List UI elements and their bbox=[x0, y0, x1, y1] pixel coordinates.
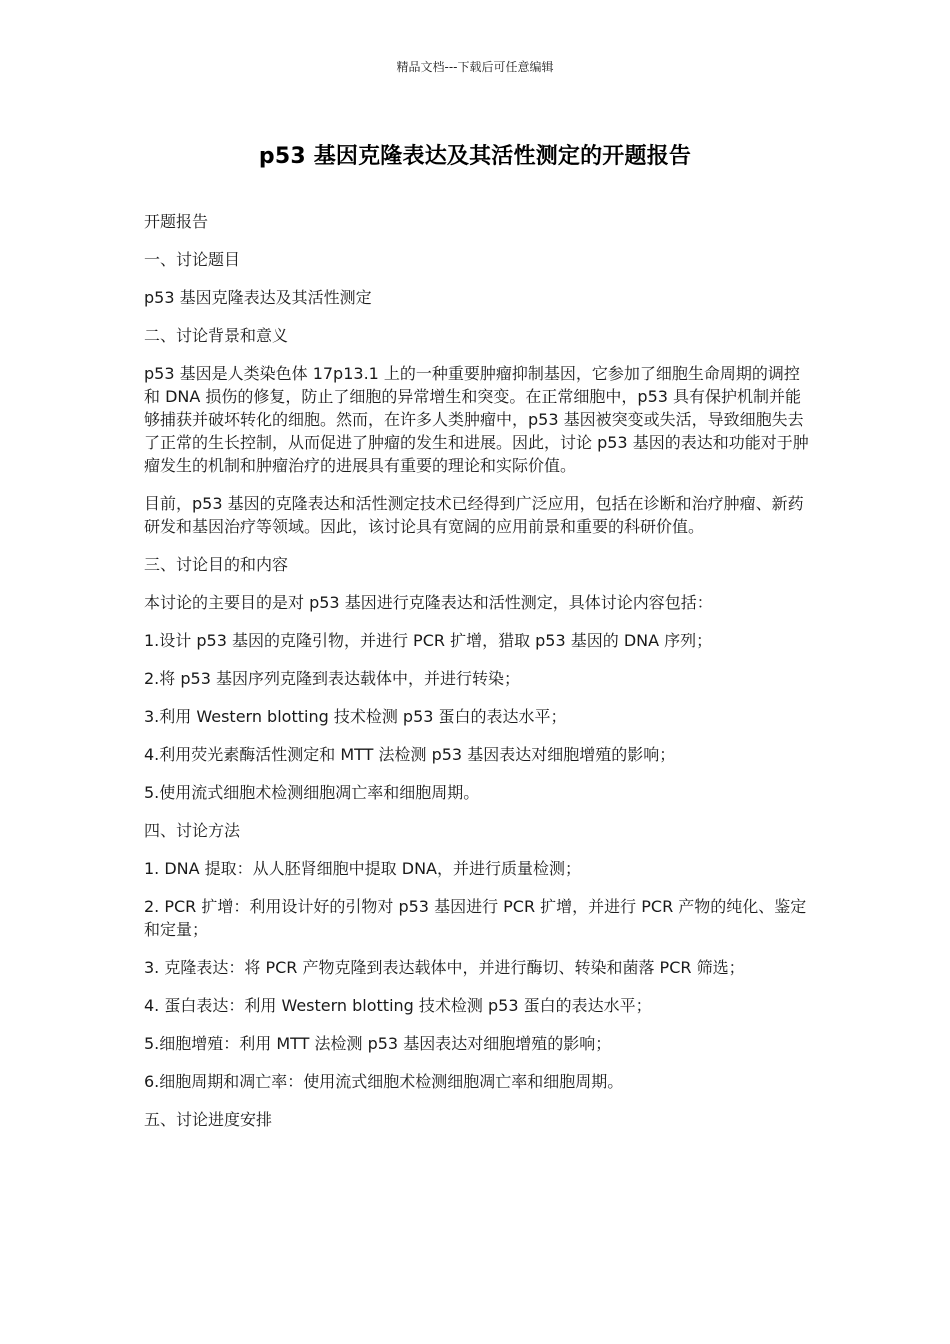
purpose-item-5: 5.使用流式细胞术检测细胞凋亡率和细胞周期。 bbox=[144, 783, 480, 802]
heading-topic: 一、讨论题目 bbox=[144, 250, 241, 269]
method-item-2: 2. PCR 扩增：利用设计好的引物对 p53 基因进行 PCR 扩增，并进行 PCR 产物的纯化、鉴定和定量； bbox=[144, 897, 807, 939]
method-item-6: 6.细胞周期和凋亡率：使用流式细胞术检测细胞凋亡率和细胞周期。 bbox=[144, 1072, 624, 1091]
heading-schedule: 五、讨论进度安排 bbox=[144, 1110, 273, 1129]
document-body bbox=[144, 210, 814, 1146]
heading-purpose: 三、讨论目的和内容 bbox=[144, 555, 289, 574]
heading-background: 二、讨论背景和意义 bbox=[144, 326, 289, 345]
purpose-item-1: 1.设计 p53 基因的克隆引物，并进行 PCR 扩增，猎取 p53 基因的 DNA 序列； bbox=[144, 631, 713, 650]
purpose-intro: 本讨论的主要目的是对 p53 基因进行克隆表达和活性测定，具体讨论内容包括： bbox=[144, 593, 713, 612]
purpose-item-3: 3.利用 Western blotting 技术检测 p53 蛋白的表达水平； bbox=[144, 707, 567, 726]
document-title: p53 基因克隆表达及其活性测定的开题报告 bbox=[258, 144, 692, 169]
method-item-4: 4. 蛋白表达：利用 Western blotting 技术检测 p53 蛋白的表达水平； bbox=[144, 996, 652, 1015]
section-label-proposal: 开题报告 bbox=[144, 212, 209, 231]
background-paragraph-2: 目前，p53 基因的克隆表达和活性测定技术已经得到广泛应用，包括在诊断和治疗肿瘤、新药研发和基因治疗等领域。因此，该讨论具有宽阔的应用前景和重要的科研价值。 bbox=[144, 494, 804, 536]
method-item-5: 5.细胞增殖：利用 MTT 法检测 p53 基因表达对细胞增殖的影响； bbox=[144, 1034, 612, 1053]
topic-text: p53 基因克隆表达及其活性测定 bbox=[144, 288, 372, 307]
purpose-item-4: 4.利用荧光素酶活性测定和 MTT 法检测 p53 基因表达对细胞增殖的影响； bbox=[144, 745, 676, 764]
method-item-1: 1. DNA 提取：从人胚肾细胞中提取 DNA，并进行质量检测； bbox=[144, 859, 581, 878]
method-item-3: 3. 克隆表达：将 PCR 产物克隆到表达载体中，并进行酶切、转染和菌落 PCR 筛选； bbox=[144, 958, 745, 977]
heading-methods: 四、讨论方法 bbox=[144, 821, 241, 840]
purpose-item-2: 2.将 p53 基因序列克隆到表达载体中，并进行转染； bbox=[144, 669, 520, 688]
page-header: 精品文档---下载后可任意编辑 bbox=[396, 60, 554, 74]
background-paragraph-1: p53 基因是人类染色体 17p13.1 上的一种重要肿瘤抑制基因，它参加了细胞生命周期的调控和 DNA 损伤的修复，防止了细胞的异常增生和突变。在正常细胞中，p53 具有保护机制并能够捕获并破坏转化的细胞。然而，在许多人类肿瘤中，p53 基因被突变或失活，导致细胞失去了正常的生长控制，从而促进了肿瘤的发生和进展。因此，讨论 p53 基因的表达和功能对于肿瘤发生的机制和肿瘤治疗的进展具有重要的理论和实际价值。 bbox=[144, 364, 809, 475]
